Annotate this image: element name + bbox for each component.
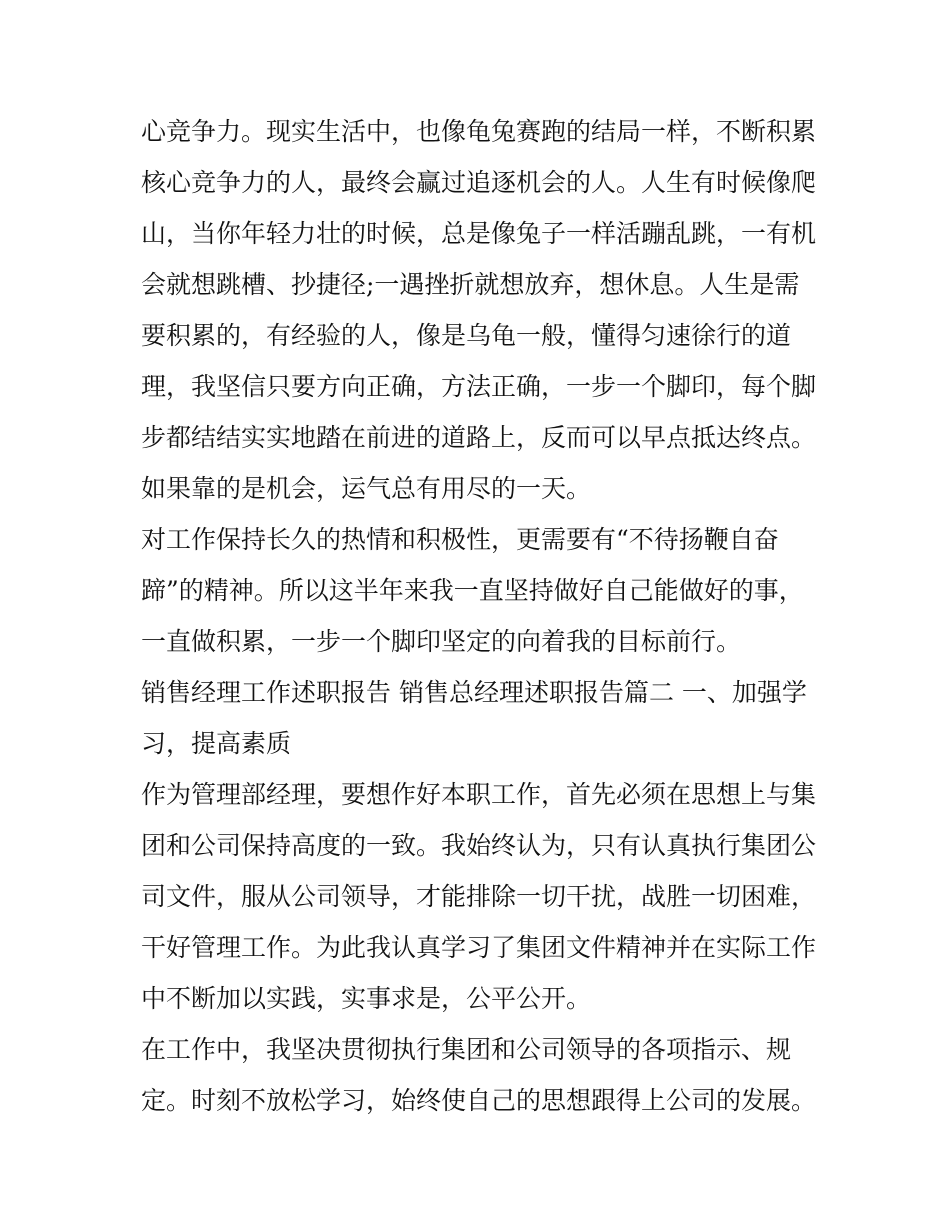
text-line: 会就想跳槽、抄捷径;一遇挫折就想放弃，想休息。人生是需 [141, 270, 800, 299]
section-heading-line: 销售经理工作述职报告 销售总经理述职报告篇二 一、加强学 [141, 678, 807, 707]
text-line: 定。时刻不放松学习，始终使自己的思想跟得上公司的发展。 [141, 1086, 817, 1115]
text-line: 对工作保持长久的热情和积极性，更需要有“不待扬鞭自奋 [141, 525, 779, 554]
text-line: 要积累的，有经验的人，像是乌龟一般，懂得匀速徐行的道 [141, 321, 792, 350]
text-line: 理，我坚信只要方向正确，方法正确，一步一个脚印，每个脚 [141, 372, 817, 401]
text-line: 作为管理部经理，要想作好本职工作，首先必须在思想上与集 [141, 780, 817, 809]
text-line: 在工作中，我坚决贯彻执行集团和公司领导的各项指示、规 [141, 1035, 792, 1064]
text-line: 山，当你年轻力壮的时候，总是像兔子一样活蹦乱跳，一有机 [141, 219, 817, 248]
text-line: 核心竞争力的人，最终会赢过追逐机会的人。人生有时候像爬 [141, 168, 817, 197]
text-line: 干好管理工作。为此我认真学习了集团文件精神并在实际工作 [141, 933, 817, 962]
document-body [141, 106, 821, 1126]
text-line: 中不断加以实践，实事求是，公平公开。 [141, 984, 592, 1013]
text-line: 一直做积累，一步一个脚印坚定的向着我的目标前行。 [141, 627, 742, 656]
text-line: 团和公司保持高度的一致。我始终认为，只有认真执行集团公 [141, 831, 817, 860]
section-heading-line: 习，提高素质 [141, 729, 292, 758]
text-line: 步都结结实实地踏在前进的道路上，反而可以早点抵达终点。 [141, 423, 817, 452]
text-line: 蹄”的精神。所以这半年来我一直坚持做好自己能做好的事， [141, 576, 804, 605]
text-line: 如果靠的是机会，运气总有用尽的一天。 [141, 474, 592, 503]
text-line: 心竞争力。现实生活中，也像龟兔赛跑的结局一样，不断积累 [141, 117, 817, 146]
text-line: 司文件，服从公司领导，才能排除一切干扰，战胜一切困难， [141, 882, 817, 911]
